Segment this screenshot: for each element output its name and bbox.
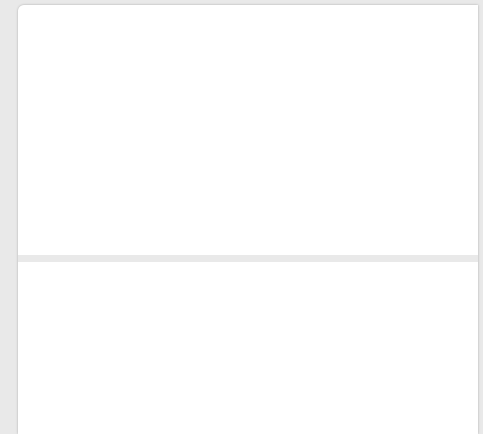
page-break (18, 255, 478, 262)
report-page (18, 5, 478, 434)
